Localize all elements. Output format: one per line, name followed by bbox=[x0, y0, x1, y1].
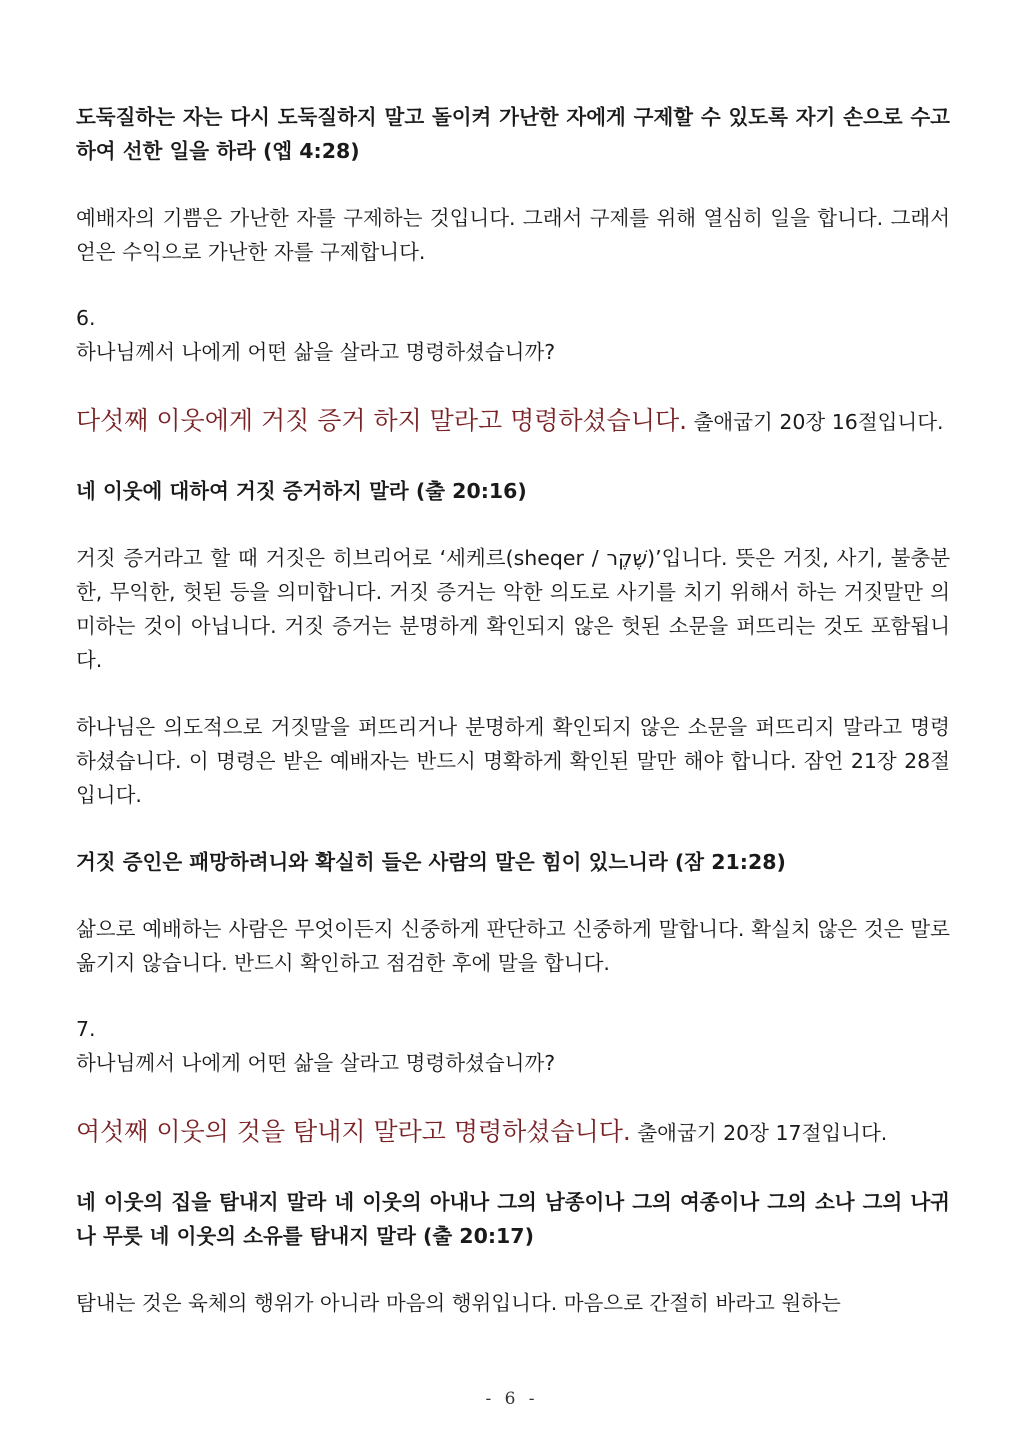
verse-exodus-20-16: 네 이웃에 대하여 거짓 증거하지 말라 (출 20:16) bbox=[76, 479, 527, 503]
command-reference: 출애굽기 20장 16절입니다. bbox=[687, 410, 944, 434]
paragraph-worshiper-joy: 예배자의 기쁨은 가난한 자를 구제하는 것입니다. 그래서 구제를 위해 열심히 일을 합니다. 그래서 얻은 수익으로 가난한 자를 구제합니다. bbox=[76, 206, 950, 264]
command-text: 다섯째 이웃에게 거짓 증거 하지 말라고 명령하셨습니다. bbox=[76, 406, 688, 435]
section-7 bbox=[76, 1012, 950, 1080]
paragraph-careful-speech: 삶으로 예배하는 사람은 무엇이든지 신중하게 판단하고 신중하게 말합니다. 확실치 않은 것은 말로 옮기지 않습니다. 반드시 확인하고 점검한 후에 말을 합니다. bbox=[76, 917, 950, 975]
section-question: 하나님께서 나에게 어떤 삶을 살라고 명령하셨습니까? bbox=[76, 1051, 556, 1075]
paragraph-rumor: 하나님은 의도적으로 거짓말을 퍼뜨리거나 분명하게 확인되지 않은 소문을 퍼뜨리지 말라고 명령하셨습니다. 이 명령은 받은 예배자는 반드시 명확하게 확인된 말만 해야 합니다. 잠언 21장 28절입니다. bbox=[76, 715, 950, 807]
section-6 bbox=[76, 301, 950, 369]
section-question: 하나님께서 나에게 어떤 삶을 살라고 명령하셨습니까? bbox=[76, 340, 556, 364]
page-number: - 6 - bbox=[485, 1389, 539, 1409]
command-line-6 bbox=[76, 402, 950, 441]
section-number: 7. bbox=[76, 1017, 96, 1041]
document-page bbox=[76, 100, 950, 1320]
section-number: 6. bbox=[76, 306, 96, 330]
verse-ephesians: 도둑질하는 자는 다시 도둑질하지 말고 돌이켜 가난한 자에게 구제할 수 있도록 자기 손으로 수고하여 선한 일을 하라 (엡 4:28) bbox=[76, 105, 950, 163]
verse-proverbs-21-28: 거짓 증인은 패망하려니와 확실히 들은 사람의 말은 힘이 있느니라 (잠 21:28) bbox=[76, 850, 786, 874]
paragraph-falsehood-meaning: 거짓 증거라고 할 때 거짓은 히브리어로 ‘세케르(sheqer / שֶׁקֶר)’입니다. 뜻은 거짓, 사기, 불충분한, 무익한, 헛된 등을 의미합니다. 거짓 증거는 악한 의도로 사기를 치기 위해서 하는 거짓말만 의미하는 것이 아닙니다. 거짓 증거는 분명하게 확인되지 않은 헛된 소문을 퍼뜨리는 것도 포함됩니다. bbox=[76, 546, 951, 672]
verse-exodus-20-17: 네 이웃의 집을 탐내지 말라 네 이웃의 아내나 그의 남종이나 그의 여종이나 그의 소나 그의 나귀나 무릇 네 이웃의 소유를 탐내지 말라 (출 20:17) bbox=[76, 1190, 950, 1248]
command-text: 여섯째 이웃의 것을 탐내지 말라고 명령하셨습니다. bbox=[76, 1117, 631, 1146]
command-reference: 출애굽기 20장 17절입니다. bbox=[630, 1121, 888, 1145]
command-line-7 bbox=[76, 1113, 950, 1152]
paragraph-coveting: 탐내는 것은 육체의 행위가 아니라 마음의 행위입니다. 마음으로 간절히 바라고 원하는 bbox=[76, 1291, 841, 1315]
